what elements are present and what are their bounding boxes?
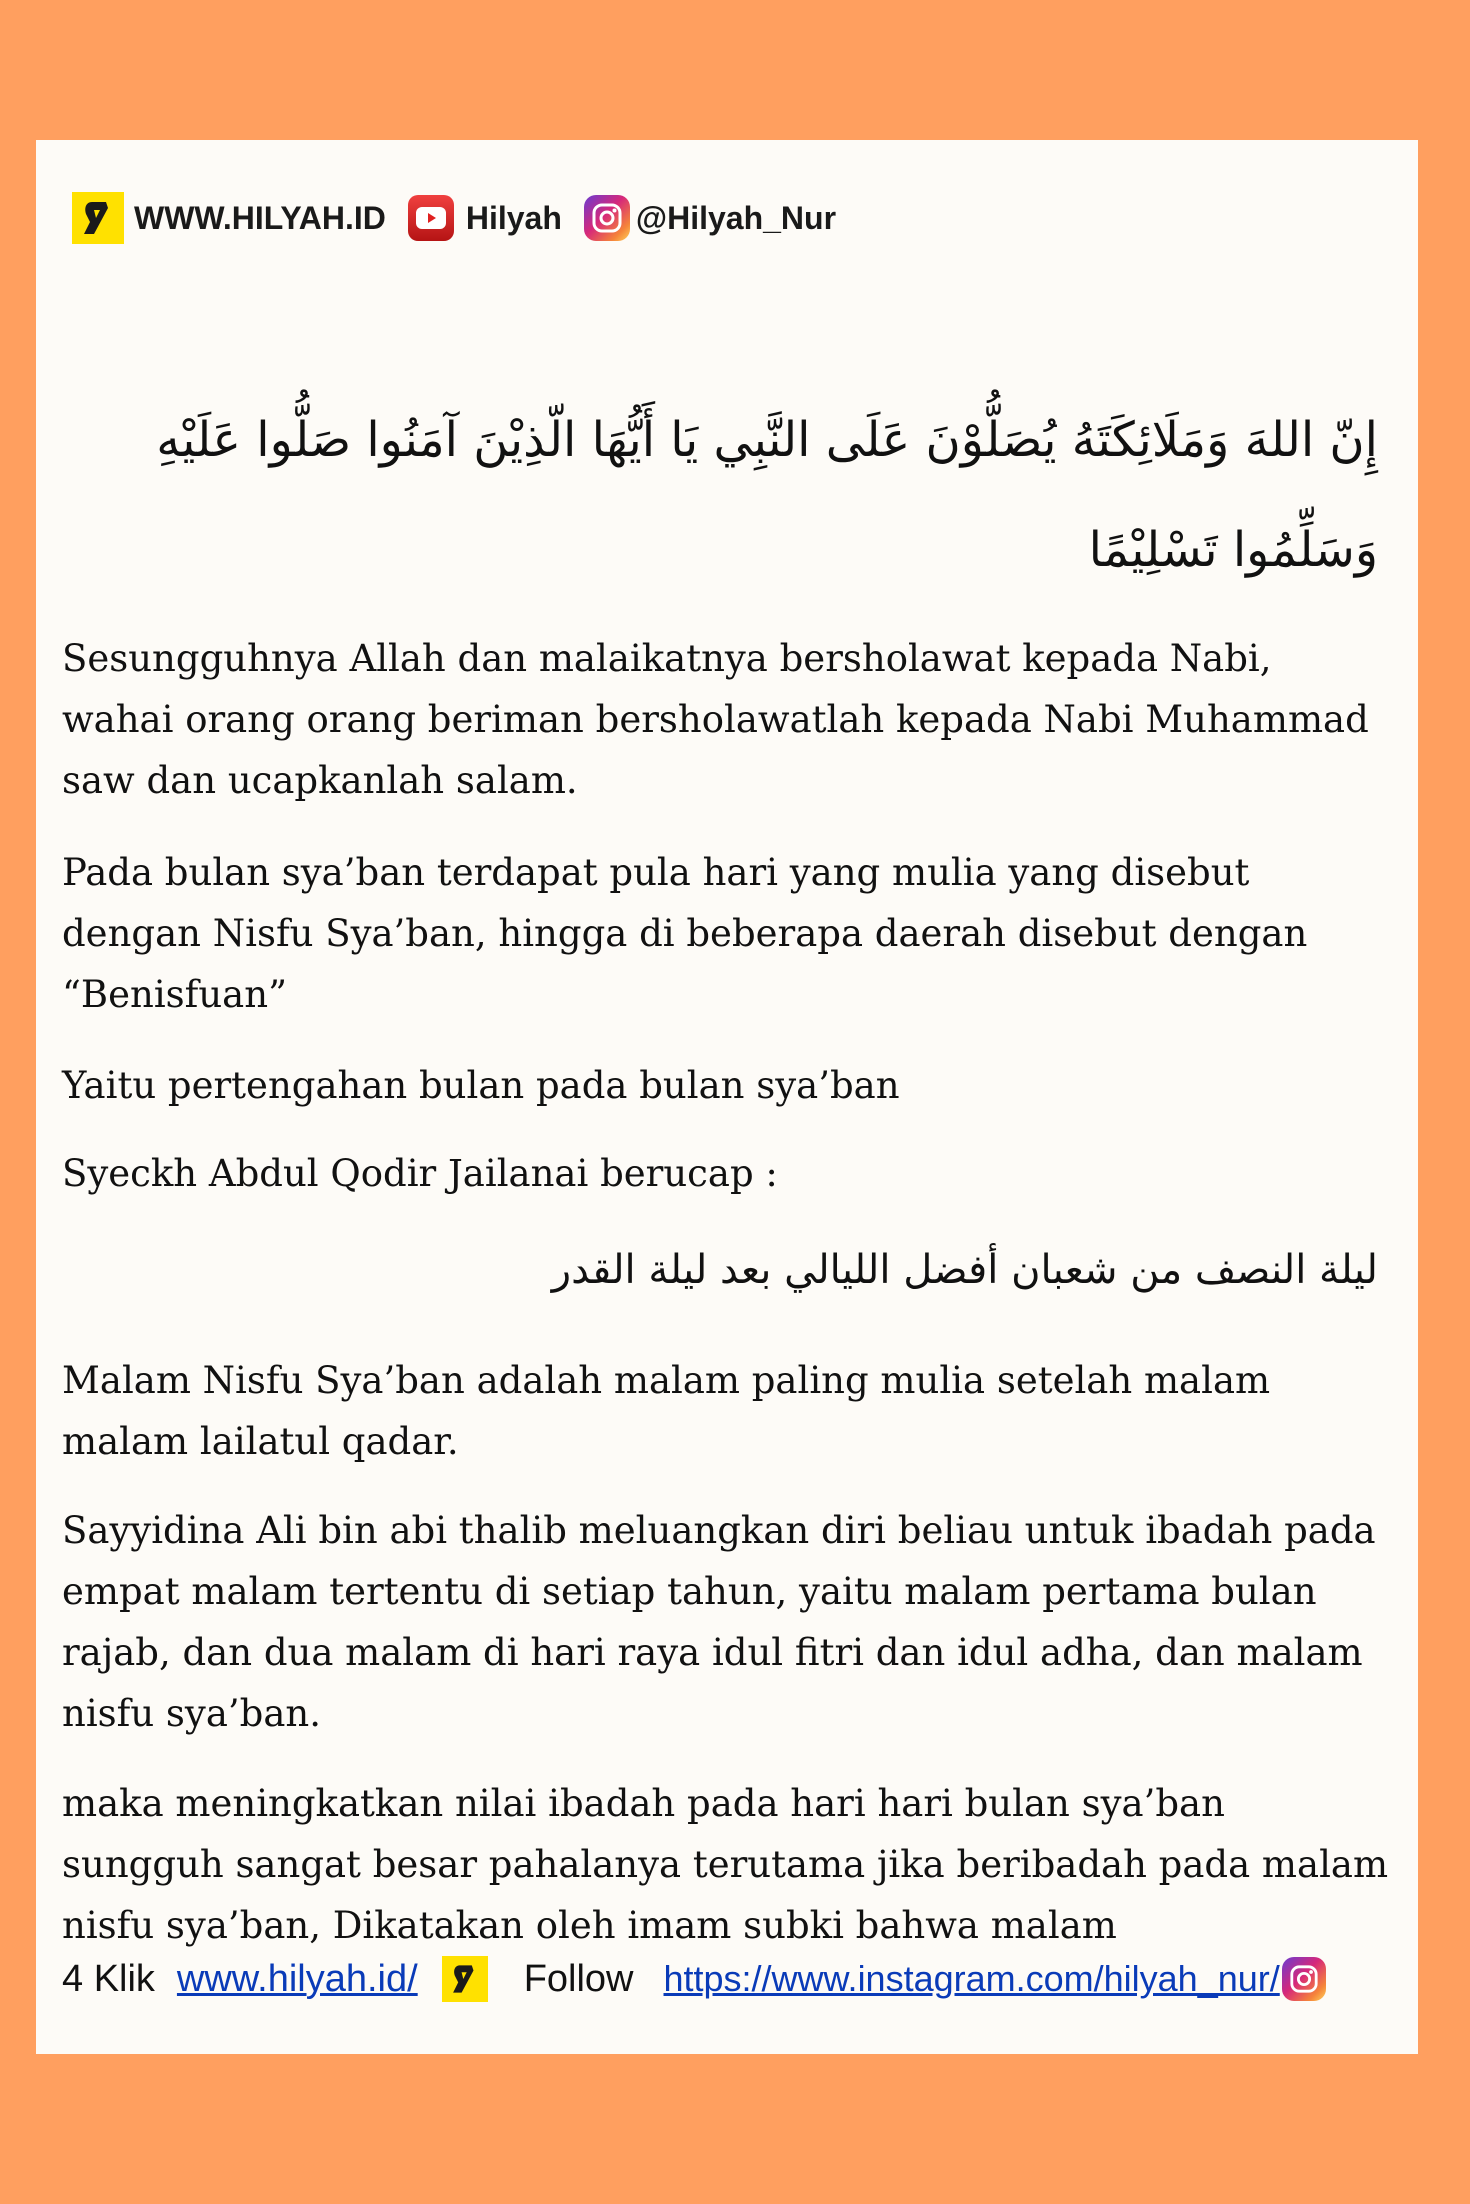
footer-follow-label: Follow [523, 1957, 634, 2000]
paragraph-4: Syeckh Abdul Qodir Jailanai berucap : [62, 1152, 778, 1195]
arabic-quote: ليلة النصف من شعبان أفضل الليالي بعد ليلة القدر [551, 1247, 1378, 1293]
header-bar [72, 192, 858, 244]
instagram-brand[interactable] [584, 195, 836, 241]
site-label: WWW.HILYAH.ID [134, 199, 386, 236]
instagram-icon[interactable] [1282, 1957, 1326, 2001]
content-card [36, 140, 1418, 2054]
paragraph-6: Sayyidina Ali bin abi thalib meluangkan diri beliau untuk ibadah pada empat malam tertentu di setiap tahun, yaitu malam pertama bulan rajab, dan dua malam di hari raya idul fitri dan idul adha, dan malam nisfu sya’ban. [62, 1509, 1376, 1735]
instagram-icon [584, 195, 630, 241]
site-brand[interactable] [72, 192, 386, 244]
paragraph-7: maka meningkatkan nilai ibadah pada hari hari bulan sya’ban sungguh sangat besar pahalanya terutama jika beribadah pada malam nisfu sya’ban, Dikatakan oleh imam subki bahwa malam [62, 1782, 1389, 1947]
paragraph-3: Yaitu pertengahan bulan pada bulan sya’ban [62, 1064, 900, 1107]
youtube-label: Hilyah [465, 199, 562, 236]
hilyah-logo-icon [442, 1956, 488, 2002]
paragraph-2: Pada bulan sya’ban terdapat pula hari yang mulia yang disebut dengan Nisfu Sya’ban, hingga di beberapa daerah disebut dengan “Benisfuan” [62, 851, 1308, 1016]
paragraph-5: Malam Nisfu Sya’ban adalah malam paling mulia setelah malam malam lailatul qadar. [62, 1359, 1271, 1463]
footer-bar [62, 1956, 1392, 2002]
footer-prefix: 4 Klik [62, 1957, 155, 2000]
quran-verse: إِنّ اللهَ وَمَلَائِكَتَهُ يُصَلُّوْنَ عَلَى النَّبِي يَا أَيُّهَا الّذِيْنَ آمَنُوا صَلُّوا عَلَيْهِ وَسَلِّمُوا تَسْلِيْمًا [156, 412, 1378, 578]
paragraph-1: Sesungguhnya Allah dan malaikatnya bersholawat kepada Nabi, wahai orang orang beriman bersholawatlah kepada Nabi Muhammad saw dan ucapkanlah salam. [62, 637, 1369, 802]
hilyah-logo-icon [72, 192, 124, 244]
instagram-label: @Hilyah_Nur [635, 199, 837, 236]
footer-instagram-link[interactable]: https://www.instagram.com/hilyah_nur/ [663, 1958, 1280, 1999]
youtube-brand[interactable] [408, 195, 562, 241]
footer-site-link[interactable]: www.hilyah.id/ [176, 1957, 418, 2000]
youtube-icon [408, 195, 454, 241]
